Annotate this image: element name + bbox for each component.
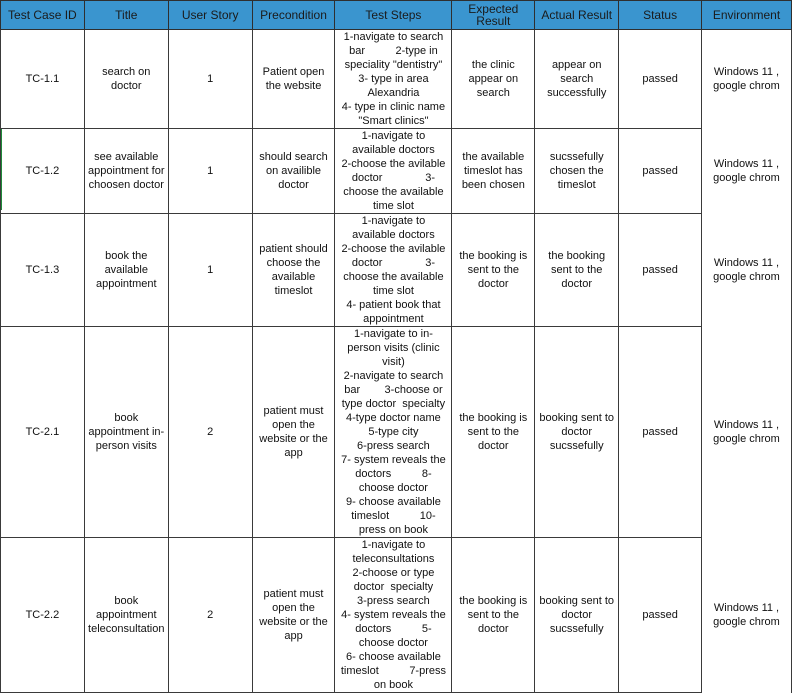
cell-test-case-id: TC-1.2 [1,129,85,214]
cell-precondition: patient must open the website or the app [252,538,335,693]
header-environment: Environment [702,1,792,30]
table-row [1,129,792,214]
cell-title: see available appointment for choosen doctor [84,129,168,214]
cell-test-steps: 1-navigate to available doctors 2-choose the avilable doctor 3-choose the available time slot 4- patient book that appointment [335,214,452,327]
cell-expected-result: the booking is sent to the doctor [452,327,535,538]
cell-expected-result: the available timeslot has been chosen [452,129,535,214]
cell-status: passed [619,129,702,214]
cell-title: book appointment in-person visits [84,327,168,538]
cell-actual-result: appear on search successfully [535,30,619,129]
cell-expected-result: the booking is sent to the doctor [452,214,535,327]
cell-test-case-id: TC-1.1 [1,30,85,129]
cell-user-story: 2 [168,538,252,693]
header-precondition: Precondition [252,1,335,30]
table-row [1,538,792,693]
table-row [1,30,792,129]
cell-test-case-id: TC-2.1 [1,327,85,538]
cell-test-steps: 1-navigate to available doctors 2-choose the avilable doctor 3-choose the available time slot [335,129,452,214]
header-actual-result: Actual Result [535,1,619,30]
cell-environment: Windows 11 , google chrom [702,214,792,327]
cell-test-steps: 1-navigate to search bar 2-type in speciality "dentistry" 3- type in area Alexandria 4- type in clinic name "Smart clinics" [335,30,452,129]
table-row [1,214,792,327]
cell-actual-result: booking sent to doctor sucssefully [535,538,619,693]
cell-test-case-id: TC-1.3 [1,214,85,327]
header-test-steps: Test Steps [335,1,452,30]
cell-test-steps: 1-navigate to in-person visits (clinic visit) 2-navigate to search bar 3-choose or type doctor specialty 4-type doctor name 5-type city 6-press search 7- system reveals the doctors 8-choose doctor 9- choose available timeslot 10-press on book [335,327,452,538]
cell-user-story: 1 [168,214,252,327]
cell-status: passed [619,327,702,538]
cell-environment: Windows 11 , google chrom [702,538,792,693]
header-row [1,1,792,30]
cell-status: passed [619,30,702,129]
cell-user-story: 1 [168,129,252,214]
cell-actual-result: sucssefully chosen the timeslot [535,129,619,214]
cell-precondition: should search on availible doctor [252,129,335,214]
cell-test-case-id: TC-2.2 [1,538,85,693]
header-expected-result: Expected Result [452,1,535,30]
cell-user-story: 1 [168,30,252,129]
cell-environment: Windows 11 , google chrom [702,129,792,214]
cell-environment: Windows 11 , google chrom [702,30,792,129]
cell-status: passed [619,538,702,693]
cell-user-story: 2 [168,327,252,538]
cell-precondition: Patient open the website [252,30,335,129]
cell-title: search on doctor [84,30,168,129]
cell-expected-result: the booking is sent to the doctor [452,538,535,693]
header-status: Status [619,1,702,30]
cell-actual-result: booking sent to doctor sucssefully [535,327,619,538]
cell-actual-result: the booking sent to the doctor [535,214,619,327]
table-row [1,327,792,538]
cell-expected-result: the clinic appear on search [452,30,535,129]
header-test-case-id: Test Case ID [1,1,85,30]
cell-precondition: patient must open the website or the app [252,327,335,538]
cell-test-steps: 1-navigate to teleconsultations 2-choose or type doctor specialty 3-press search 4- system reveals the doctors 5-choose doctor 6- choose available timeslot 7-press on book [335,538,452,693]
cell-title: book the available appointment [84,214,168,327]
cell-title: book appointment teleconsultation [84,538,168,693]
header-user-story: User Story [168,1,252,30]
cell-environment: Windows 11 , google chrom [702,327,792,538]
header-title: Title [84,1,168,30]
cell-status: passed [619,214,702,327]
cell-precondition: patient should choose the available timeslot [252,214,335,327]
